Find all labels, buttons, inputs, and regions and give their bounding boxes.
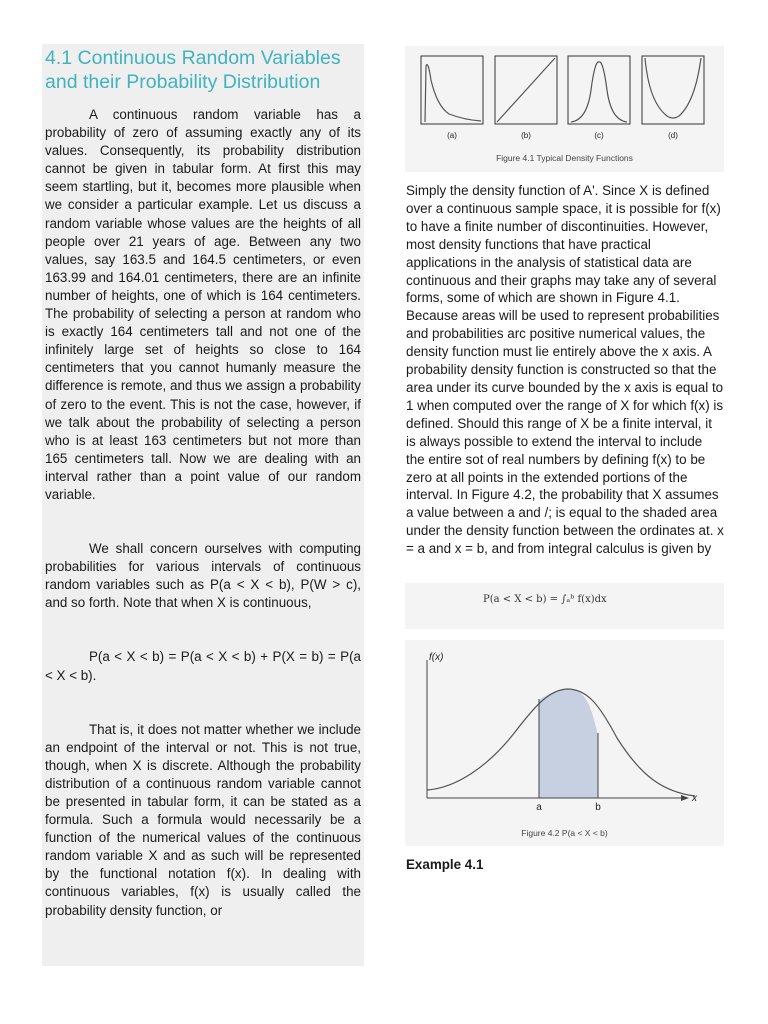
panel-a-frame [421, 56, 483, 124]
panel-label-a: (a) [447, 131, 457, 140]
density-curve-b [497, 58, 555, 122]
figure-4-1 [405, 46, 724, 172]
right-body-text: Simply the density function of A'. Since X is defined over a continuous sample space, it is possible for f(x) to have a finite number of discontinuities. However, most density functions that have practical applications in the analysis of statistical data are continuous and their graphs may take any of several forms, some of which are shown in Figure 4.1. Because areas will be used to represent probabilities and probabilities arc positive numerical values, the density function must lie entirely above the x axis. A probability density function is constructed so that the area under its curve bounded by the x axis is equal to 1 when computed over the range of X for which f(x) is defined. Should this range of X be a finite interval, it is always possible to extend the interval to include the entire sot of real numbers by defining f(x) to be zero at all points in the extended portions of the interval. In Figure 4.2, the probability that X assumes a value between a and /; is equal to the shaded area under the density function between the ordinates at. x = a and x = b, and from integral calculus is given by [406, 183, 724, 557]
density-curve-c [571, 62, 627, 122]
example-heading: Example 4.1 [406, 857, 484, 872]
figure-4-2 [405, 640, 724, 846]
formula-box [405, 583, 724, 629]
panel-label-b: (b) [521, 131, 531, 140]
figure-4-2-caption: Figure 4.2 P(a < X < b) [521, 828, 608, 838]
section-title: 4.1 Continuous Random Variables and their Probability Distribution [45, 47, 341, 93]
panel-c-frame [568, 56, 630, 124]
panel-label-c: (c) [594, 131, 604, 140]
shaded-area [539, 689, 598, 798]
x-axis-label: x [692, 793, 697, 804]
density-curve-a [425, 65, 481, 122]
x-axis-arrow [681, 795, 689, 801]
tick-label-a: a [536, 802, 542, 813]
panel-label-d: (d) [668, 131, 678, 140]
paragraph-continuous-rv: A continuous random variable has a probability of zero of assuming exactly any of its values. Consequently, its probability distribution cannot be given in tabular form. At first this may seem startling, but it, becomes more plausible when we consider a particular example. Let us discuss a random variable whose values are the heights of all people over 21 years of age. Between any two values, say 163.5 and 164.5 centimeters, or even 163.99 and 164.01 centimeters, there are an infinite number of heights, one of which is 164 centimeters. The probability of selecting a person at random who is exactly 164 centimeters tall and not one of the infinitely large set of heights so close to 164 centimeters that you cannot humanly measure the difference is remote, and thus we assign a probability of zero to the event. This is not the case, however, if we talk about the probability of selecting a person who is at least 163 centimeters but not more than 165 centimeters tall. Now we are dealing with an interval rather than a point value of our random variable. [45, 107, 361, 502]
paragraph-intervals: We shall concern ourselves with computing probabilities for various intervals of continuous random variables such as P(a < X < b), P(W > c), and so forth. Note that when X is continuous, [45, 541, 361, 611]
figure-4-1-caption: Figure 4.1 Typical Density Functions [496, 153, 633, 163]
left-column [42, 44, 364, 966]
integral-formula: P(a < X < b) = ∫ₐᵇ f(x)dx [483, 594, 607, 605]
density-curve-d [645, 58, 701, 118]
paragraph-density-function: That is, it does not matter whether we include an endpoint of the interval or not. This is not true, though, when X is discrete. Although the probability distribution of a continuous random variable cannot be presented in tabular form, it can be stated as a formula. Such a formula would necessarily be a function of the numerical values of the continuous random variable X and as such will be represented by the functional notation f(x). In dealing with continuous variables, f(x) is usually called the probability density function, or [45, 721, 361, 918]
tick-label-b: b [595, 802, 601, 813]
y-axis-label: f(x) [429, 652, 444, 663]
paragraph-equation: P(a < X < b) = P(a < X < b) + P(X = b) = P(a < X < b). [45, 649, 361, 683]
